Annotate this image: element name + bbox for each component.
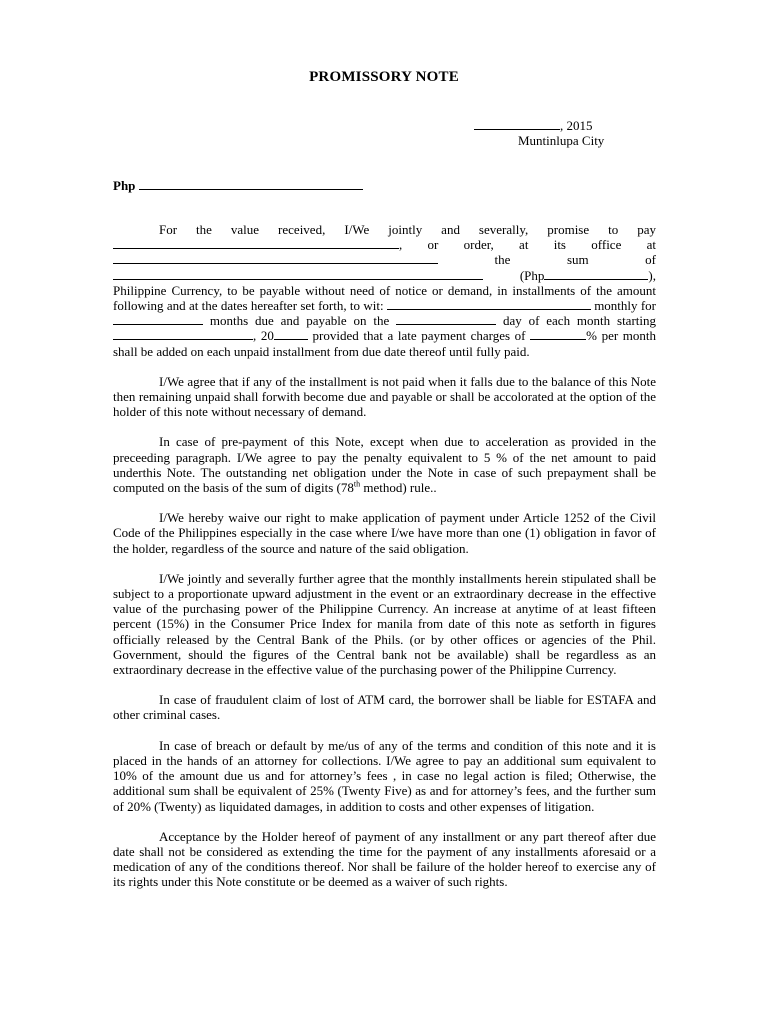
late-charge-blank — [530, 328, 586, 340]
months-blank — [113, 313, 203, 325]
date-location-block — [474, 118, 654, 148]
paragraph-installment-adjustment: I/We jointly and severally further agree that the monthly installments herein stipulated shall be subject to a proportionate upward adjustment in the event or an extraordinary decrease in the effective value of the purchasing power of the Philippine Currency. An increase at anytime of at least fifteen percent (15%) in the Consumer Price Index for manila from date of this note as setforth in figures officially released by the Central Bank of the Phils. (or by other offices or agencies of the Phil. Government, should the figures of the Central bank not be available) shall be regardless as an extraordinary decrease in the effective value of the purchasing power of the Philippine Currency. — [113, 570, 656, 678]
payee-blank — [113, 237, 399, 249]
paragraph-atm-fraud: In case of fraudulent claim of lost of ATM card, the borrower shall be liable for ESTAFA and other criminal cases. — [113, 692, 656, 723]
city-line: Muntinlupa City — [518, 133, 605, 148]
office-blank — [113, 252, 438, 264]
paragraph-waiver-article-1252: I/We hereby waive our right to make application of payment under Article 1252 of the Civil Code of the Philippines especially in the case where I/we have more than one (1) obligation in favor of the holder, regardless of the source and nature of the said obligation. — [113, 510, 656, 556]
installment-amount-blank — [387, 298, 591, 310]
paragraph-payment-terms: For the value received, I/We jointly and severally, promise to pay , or order, at its office at the sum of (Php ), Philippine Currency, to be payable without need of notice or demand, in installments of the amount following and at the dates hereafter set forth, to wit: monthly for months due and payable on the day of each month starting , 20 provided that a late payment charges of % per month shall be added on each unpaid installment from due date thereof until fully paid. — [113, 222, 657, 359]
document-body — [113, 222, 656, 905]
document-title: PROMISSORY NOTE — [309, 69, 459, 85]
paragraph-acceptance: Acceptance by the Holder hereof of payment of any installment or any part thereof after due date shall not be considered as extending the time for the payment of any installments aforesaid or a medication of any of the conditions thereof. Nor shall be failure of the holder hereof to exercise any of its rights under this Note constitute or be deemed as a waiver of such rights. — [113, 828, 656, 890]
date-line — [474, 118, 654, 133]
paragraph-acceleration: I/We agree that if any of the installment is not paid when it falls due to the balance of this Note then remaining unpaid shall forwith become due and payable or shall be accolorated at the option of the holder of this note without necessary of demand. — [113, 373, 656, 420]
date-blank — [474, 118, 560, 130]
paragraph-breach-default: In case of breach or default by me/us of any of the terms and condition of this note and it is placed in the hands of an attorney for collections. I/We agree to pay an additional sum equivalent to 10% of the amount due us and for attorney’s fees , in case no legal action is filed; Otherwise, the additional sum shall be equivalent of 25% (Twenty Five) as and for attorney’s fees, and the further sum of 20% (Twenty) as liquidated damages, in addition to costs and other expenses of litigation. — [113, 737, 656, 814]
php-amount-blank — [139, 178, 363, 190]
php-amount-line — [113, 178, 363, 194]
day-blank — [396, 313, 496, 325]
start-date-blank — [113, 328, 253, 340]
sum-words-blank — [113, 268, 483, 280]
year-blank — [274, 328, 308, 340]
sum-figures-blank — [544, 268, 648, 280]
date-year: , 2015 — [560, 118, 593, 133]
paragraph-prepayment: In case of pre-payment of this Note, except when due to acceleration as provided in the preceeding paragraph. I/We agree to pay the penalty equivalent to 5 % of the net amount to paid underthis Note. The outstanding net obligation under the Note in case of such prepayment shall be computed on the basis of the sum of digits (78th method) rule.. — [113, 434, 656, 496]
php-label: Php — [113, 178, 136, 193]
